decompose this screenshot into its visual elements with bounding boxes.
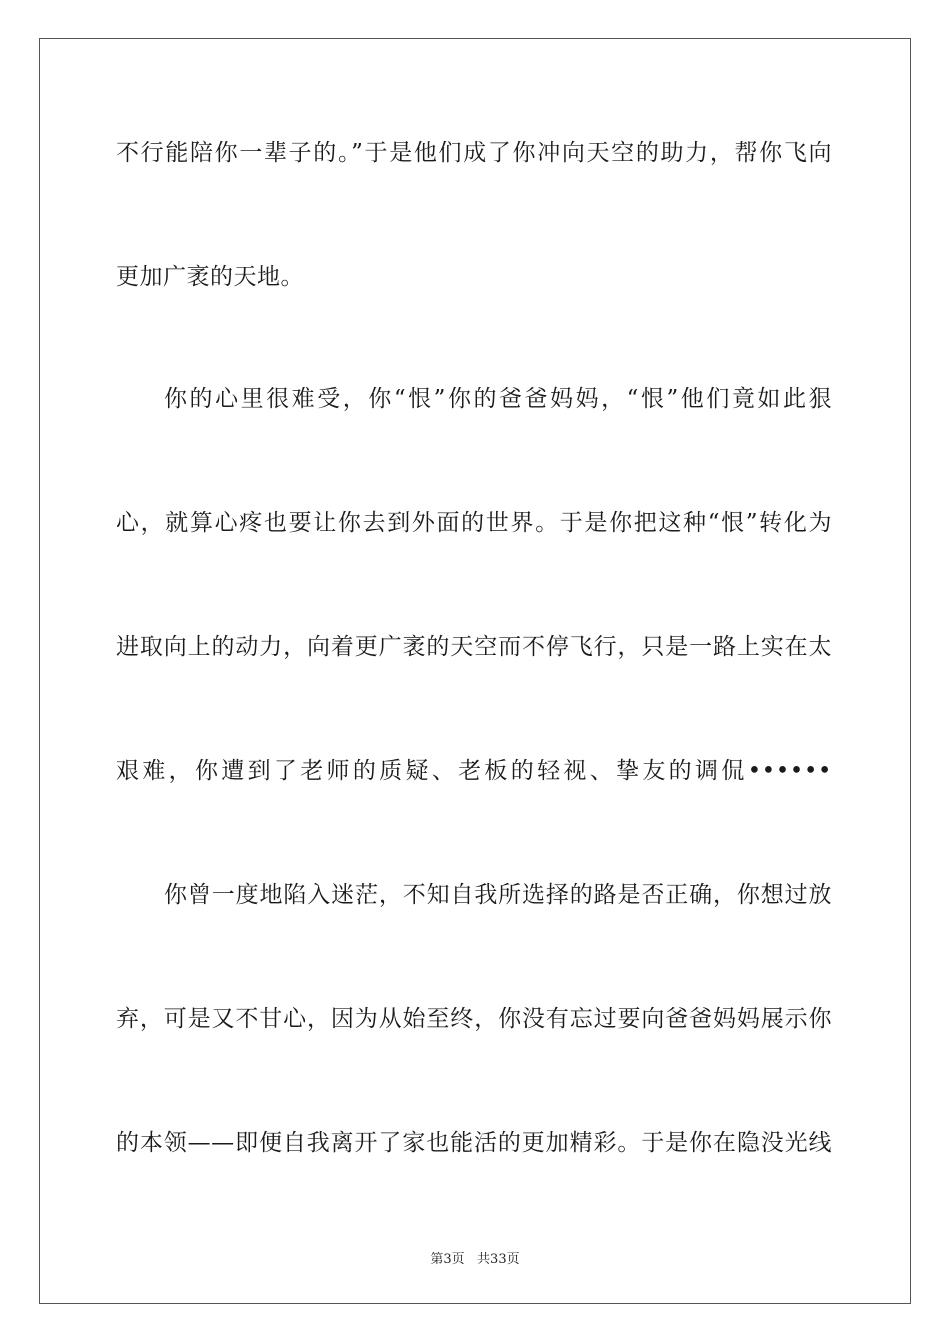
text-line: 更加广袤的天地。 [116, 264, 304, 290]
paragraph-first-line: 你曾一度地陷入迷茫，不知自我所选择的路是否正确，你想过放 [164, 882, 832, 908]
page-number-footer: 第3页 共33页 [430, 1252, 520, 1267]
paragraph-first-line: 你的心里很难受，你“恨”你的爸爸妈妈，“恨”他们竟如此狠 [164, 386, 832, 412]
text-line: 不行能陪你一辈子的。”于是他们成了你冲向天空的助力，帮你飞向 [116, 140, 832, 166]
text-line: 的本领——即便自我离开了家也能活的更加精彩。于是你在隐没光线 [116, 1130, 832, 1156]
text-line: 弃，可是又不甘心，因为从始至终，你没有忘过要向爸爸妈妈展示你 [116, 1006, 832, 1032]
text-line: 心，就算心疼也要让你去到外面的世界。于是你把这种“恨”转化为 [116, 510, 832, 536]
text-line: 艰难，你遭到了老师的质疑、老板的轻视、挚友的调侃•••••• [116, 758, 832, 784]
page-frame [39, 38, 911, 1304]
text-line: 进取向上的动力，向着更广袤的天空而不停飞行，只是一路上实在太 [116, 634, 832, 660]
